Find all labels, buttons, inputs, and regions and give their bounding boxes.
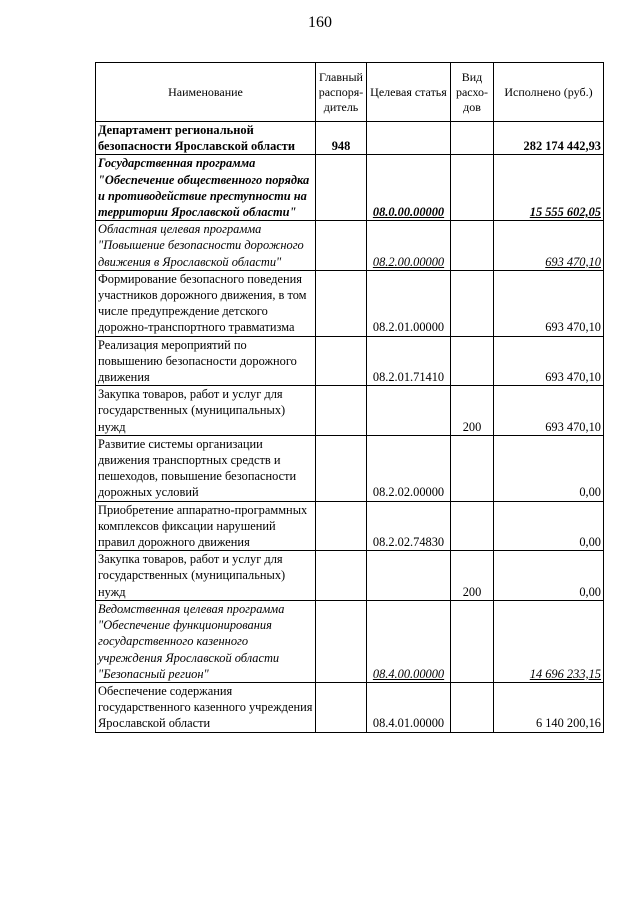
- row-chief-manager: [316, 336, 367, 386]
- row-target-article: 08.4.01.00000: [367, 682, 451, 732]
- table-row: [96, 600, 604, 682]
- row-chief-manager: [316, 682, 367, 732]
- table-row: [96, 386, 604, 436]
- table-row: [96, 336, 604, 386]
- table-row: [96, 501, 604, 551]
- budget-execution-table: [95, 62, 604, 733]
- header-chief-manager: Главный распоря-дитель: [316, 63, 367, 122]
- table-row: [96, 122, 604, 155]
- table-row: [96, 551, 604, 601]
- row-executed: 0,00: [494, 435, 604, 501]
- row-executed: 693 470,10: [494, 386, 604, 436]
- row-name: Департамент региональной безопасности Ярославской области: [96, 122, 316, 155]
- row-expense-type: [451, 221, 494, 271]
- header-executed: Исполнено (руб.): [494, 63, 604, 122]
- row-expense-type: [451, 270, 494, 336]
- row-target-article: [367, 122, 451, 155]
- row-executed: 693 470,10: [494, 270, 604, 336]
- row-chief-manager: [316, 551, 367, 601]
- row-target-article: 08.2.01.71410: [367, 336, 451, 386]
- row-executed: 0,00: [494, 501, 604, 551]
- row-name: Реализация мероприятий по повышению безопасности дорожного движения: [96, 336, 316, 386]
- header-expense-type: Вид расхо-дов: [451, 63, 494, 122]
- row-name: Закупка товаров, работ и услуг для государственных (муниципальных) нужд: [96, 386, 316, 436]
- row-chief-manager: [316, 600, 367, 682]
- row-name: Закупка товаров, работ и услуг для государственных (муниципальных) нужд: [96, 551, 316, 601]
- table-row: [96, 221, 604, 271]
- header-target-article: Целевая статья: [367, 63, 451, 122]
- row-expense-type: [451, 600, 494, 682]
- table-row: [96, 435, 604, 501]
- row-executed: 14 696 233,15: [494, 600, 604, 682]
- row-target-article: 08.2.02.74830: [367, 501, 451, 551]
- row-target-article: [367, 386, 451, 436]
- row-target-article: 08.0.00.00000: [367, 155, 451, 221]
- row-chief-manager: [316, 155, 367, 221]
- header-name: Наименование: [96, 63, 316, 122]
- row-expense-type: 200: [451, 551, 494, 601]
- row-expense-type: [451, 122, 494, 155]
- row-executed: 693 470,10: [494, 221, 604, 271]
- row-executed: 15 555 602,05: [494, 155, 604, 221]
- row-name: Областная целевая программа "Повышение безопасности дорожного движения в Ярославской области": [96, 221, 316, 271]
- row-expense-type: [451, 155, 494, 221]
- row-executed: 0,00: [494, 551, 604, 601]
- row-executed: 6 140 200,16: [494, 682, 604, 732]
- row-chief-manager: [316, 435, 367, 501]
- row-name: Приобретение аппаратно-программных комплексов фиксации нарушений правил дорожного движения: [96, 501, 316, 551]
- row-chief-manager: [316, 270, 367, 336]
- row-chief-manager: 948: [316, 122, 367, 155]
- row-chief-manager: [316, 501, 367, 551]
- row-chief-manager: [316, 386, 367, 436]
- table-header-row: [96, 63, 604, 122]
- row-target-article: 08.2.01.00000: [367, 270, 451, 336]
- row-target-article: 08.2.02.00000: [367, 435, 451, 501]
- row-target-article: 08.4.00.00000: [367, 600, 451, 682]
- row-chief-manager: [316, 221, 367, 271]
- row-expense-type: [451, 682, 494, 732]
- row-name: Государственная программа "Обеспечение общественного порядка и противодействие преступности на территории Ярославской области": [96, 155, 316, 221]
- row-name: Обеспечение содержания государственного казенного учреждения Ярославской области: [96, 682, 316, 732]
- table-row: [96, 682, 604, 732]
- table-row: [96, 270, 604, 336]
- page-number: 160: [308, 14, 332, 31]
- row-executed: 693 470,10: [494, 336, 604, 386]
- row-name: Развитие системы организации движения транспортных средств и пешеходов, повышение безопасности дорожных условий: [96, 435, 316, 501]
- row-target-article: [367, 551, 451, 601]
- row-name: Формирование безопасного поведения участников дорожного движения, в том числе предупреждение детского дорожно-транспортного травматизма: [96, 270, 316, 336]
- row-expense-type: [451, 435, 494, 501]
- row-executed: 282 174 442,93: [494, 122, 604, 155]
- row-expense-type: [451, 501, 494, 551]
- row-target-article: 08.2.00.00000: [367, 221, 451, 271]
- row-expense-type: 200: [451, 386, 494, 436]
- row-name: Ведомственная целевая программа "Обеспечение функционирования государственного казенного учреждения Ярославской области "Безопасный регион": [96, 600, 316, 682]
- row-expense-type: [451, 336, 494, 386]
- table-row: [96, 155, 604, 221]
